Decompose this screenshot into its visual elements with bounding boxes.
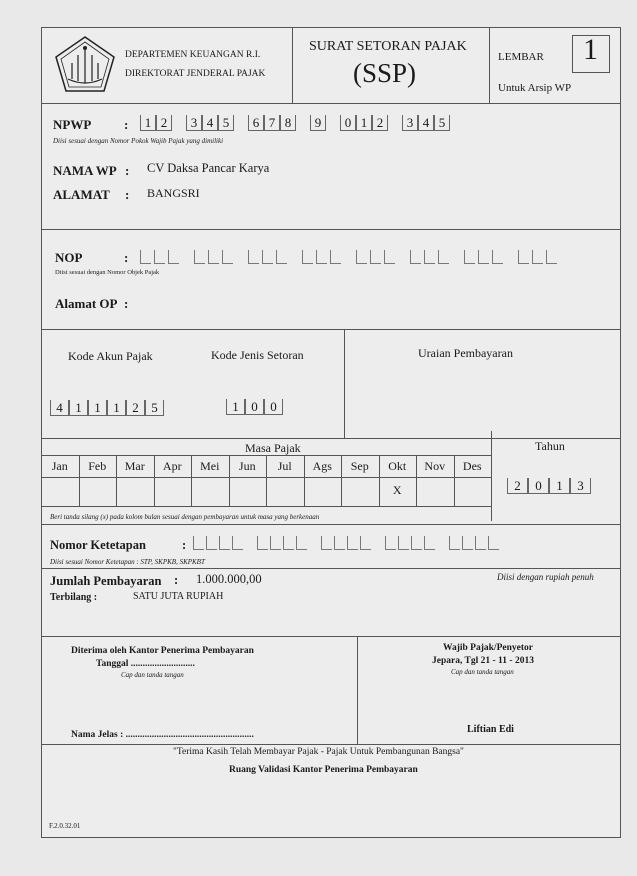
alamat-value: BANGSRI: [147, 186, 200, 200]
jumlah-label: Jumlah Pembayaran: [50, 574, 162, 588]
nop-box: [492, 250, 503, 264]
ketetapan-box: [398, 536, 409, 550]
month-mark[interactable]: X: [392, 483, 402, 497]
kode-akun-boxes: [50, 400, 190, 416]
tahun-digit-boxes: [507, 478, 602, 494]
ketetapan-box: [488, 536, 499, 550]
kode-jenis-boxes: [226, 399, 296, 415]
kode-jenis-digit: 0: [264, 399, 283, 415]
signer-name: Liftian Edi: [467, 724, 514, 735]
ketetapan-digit-boxes: [193, 536, 533, 552]
form-abbr: (SSP): [353, 58, 417, 88]
arsip-label: Untuk Arsip WP: [498, 82, 572, 94]
nop-box: [438, 250, 449, 264]
ketetapan-box: [257, 536, 268, 550]
ketetapan-box: [347, 536, 358, 550]
npwp-digit: 2: [372, 115, 388, 131]
tahun-digit: 3: [570, 478, 591, 494]
month-label: Des: [462, 459, 482, 473]
place-date: Jepara, Tgl 21 - 11 - 2013: [432, 656, 534, 666]
jumlah-note: Diisi dengan rupiah penuh: [497, 572, 594, 582]
nop-box: [532, 250, 543, 264]
nop-box: [194, 250, 205, 264]
npwp-digit: 4: [418, 115, 434, 131]
ministry-logo-icon: [54, 35, 116, 93]
uraian-label: Uraian Pembayaran: [418, 346, 513, 360]
kode-akun-digit: 5: [145, 400, 164, 416]
ssp-form: [41, 27, 621, 838]
ketetapan-label: Nomor Ketetapan: [50, 538, 146, 552]
nop-box: [330, 250, 341, 264]
month-label: Jan: [51, 459, 68, 473]
nop-box: [384, 250, 395, 264]
month-label: Feb: [88, 459, 107, 473]
nop-box: [370, 250, 381, 264]
form-title: SURAT SETORAN PAJAK: [309, 39, 467, 54]
ketetapan-box: [206, 536, 217, 550]
tahun-label: Tahun: [535, 439, 565, 453]
nama-wp-label: NAMA WP: [53, 163, 117, 178]
npwp-digit: 2: [156, 115, 172, 131]
kode-jenis-digit: 1: [226, 399, 245, 415]
nop-box: [302, 250, 313, 264]
cap-right: Cap dan tanda tangan: [451, 668, 514, 676]
month-label: Jun: [238, 459, 256, 473]
npwp-digit: 5: [218, 115, 234, 131]
nop-box: [316, 250, 327, 264]
npwp-digit: 4: [202, 115, 218, 131]
kode-akun-digit: 1: [107, 400, 126, 416]
npwp-digit: 7: [264, 115, 280, 131]
kode-akun-digit: 1: [88, 400, 107, 416]
ketetapan-box: [296, 536, 307, 550]
cap-left: Cap dan tanda tangan: [121, 671, 184, 679]
npwp-colon: :: [124, 117, 129, 132]
nama-jelas: Nama Jelas : ......................................................: [71, 730, 254, 740]
ketetapan-box: [360, 536, 371, 550]
npwp-digit-boxes: [140, 115, 500, 131]
jumlah-value: 1.000.000,00: [196, 572, 262, 586]
ketetapan-box: [270, 536, 281, 550]
nop-box: [410, 250, 421, 264]
nop-box: [154, 250, 165, 264]
ketetapan-colon: :: [182, 538, 187, 552]
tahun-digit: 0: [528, 478, 549, 494]
month-label: Mar: [124, 459, 145, 473]
nop-box: [222, 250, 233, 264]
ketetapan-box: [219, 536, 230, 550]
diterima-label: Diterima oleh Kantor Penerima Pembayaran: [71, 646, 254, 656]
kode-akun-digit: 1: [69, 400, 88, 416]
lembar-number: 1: [583, 33, 598, 66]
nop-box: [356, 250, 367, 264]
alamat-colon: :: [125, 187, 130, 202]
terbilang-label: Terbilang :: [50, 592, 98, 603]
nama-wp-colon: :: [125, 163, 130, 178]
ketetapan-box: [283, 536, 294, 550]
month-label: Ags: [312, 459, 332, 473]
npwp-digit: 1: [140, 115, 156, 131]
tanggal-label: Tanggal ...........................: [96, 659, 195, 669]
lembar-label: LEMBAR: [498, 51, 544, 63]
nop-box: [424, 250, 435, 264]
nop-box: [546, 250, 557, 264]
nop-note: Diisi sesuai dengan Nomor Objek Pajak: [55, 269, 160, 276]
dept-line-1: DEPARTEMEN KEUANGAN R.I.: [125, 50, 261, 60]
ketetapan-box: [411, 536, 422, 550]
npwp-digit: 8: [280, 115, 296, 131]
form-code: F.2.0.32.01: [49, 822, 81, 830]
masa-pajak-label: Masa Pajak: [245, 441, 301, 455]
alamat-label: ALAMAT: [53, 187, 110, 202]
ketetapan-note: Diisi sesuai Nomor Ketetapan : STP, SKPKB, SKPKBT: [50, 558, 205, 566]
ketetapan-box: [385, 536, 396, 550]
jumlah-colon: :: [174, 573, 179, 587]
ketetapan-box: [193, 536, 204, 550]
npwp-digit: 5: [434, 115, 450, 131]
ketetapan-box: [232, 536, 243, 550]
kode-akun-digit: 4: [50, 400, 69, 416]
month-label: Apr: [162, 459, 182, 473]
kode-akun-label: Kode Akun Pajak: [68, 349, 153, 363]
month-label: Jul: [277, 459, 292, 473]
nop-box: [276, 250, 287, 264]
alamat-op-colon: :: [124, 296, 129, 311]
nop-box: [262, 250, 273, 264]
validasi-label: Ruang Validasi Kantor Penerima Pembayaran: [229, 765, 418, 775]
ketetapan-box: [424, 536, 435, 550]
month-label: Nov: [424, 459, 446, 473]
header-section: [41, 27, 619, 103]
nop-box: [248, 250, 259, 264]
nop-box: [140, 250, 151, 264]
npwp-digit: 0: [340, 115, 356, 131]
kode-akun-digit: 2: [126, 400, 145, 416]
ketetapan-box: [334, 536, 345, 550]
tahun-digit: 1: [549, 478, 570, 494]
ketetapan-box: [462, 536, 473, 550]
kode-jenis-label: Kode Jenis Setoran: [211, 348, 304, 362]
nop-box: [168, 250, 179, 264]
npwp-label: NPWP: [53, 117, 92, 132]
month-label: Okt: [388, 459, 407, 473]
tahun-digit: 2: [507, 478, 528, 494]
nop-box: [478, 250, 489, 264]
kode-jenis-digit: 0: [245, 399, 264, 415]
nop-colon: :: [124, 250, 129, 265]
npwp-digit: 3: [402, 115, 418, 131]
month-label: Mei: [200, 459, 220, 473]
ketetapan-box: [449, 536, 460, 550]
month-label: Sep: [350, 459, 369, 473]
npwp-digit: 9: [310, 115, 326, 131]
nop-label: NOP: [55, 250, 83, 265]
npwp-note: Diisi sesuai dengan Nomor Pokok Wajib Pajak yang dimiliki: [53, 137, 224, 145]
thanks-line: "Terima Kasih Telah Membayar Pajak - Pajak Untuk Pembangunan Bangsa": [173, 747, 464, 757]
alamat-op-label: Alamat OP: [55, 296, 118, 311]
nop-digit-boxes: [140, 250, 570, 266]
nop-box: [208, 250, 219, 264]
masa-note: Beri tanda silang (x) pada kolom bulan sesuai dengan pembayaran untuk masa yang berkenaan: [50, 513, 320, 521]
npwp-digit: 1: [356, 115, 372, 131]
wajib-pajak-label: Wajib Pajak/Penyetor: [443, 643, 533, 653]
dept-line-2: DIREKTORAT JENDERAL PAJAK: [125, 69, 266, 79]
ketetapan-box: [475, 536, 486, 550]
nama-wp-value: CV Daksa Pancar Karya: [147, 161, 270, 175]
ketetapan-box: [321, 536, 332, 550]
nop-box: [518, 250, 529, 264]
terbilang-value: SATU JUTA RUPIAH: [133, 591, 224, 602]
nop-box: [464, 250, 475, 264]
npwp-digit: 3: [186, 115, 202, 131]
npwp-digit: 6: [248, 115, 264, 131]
